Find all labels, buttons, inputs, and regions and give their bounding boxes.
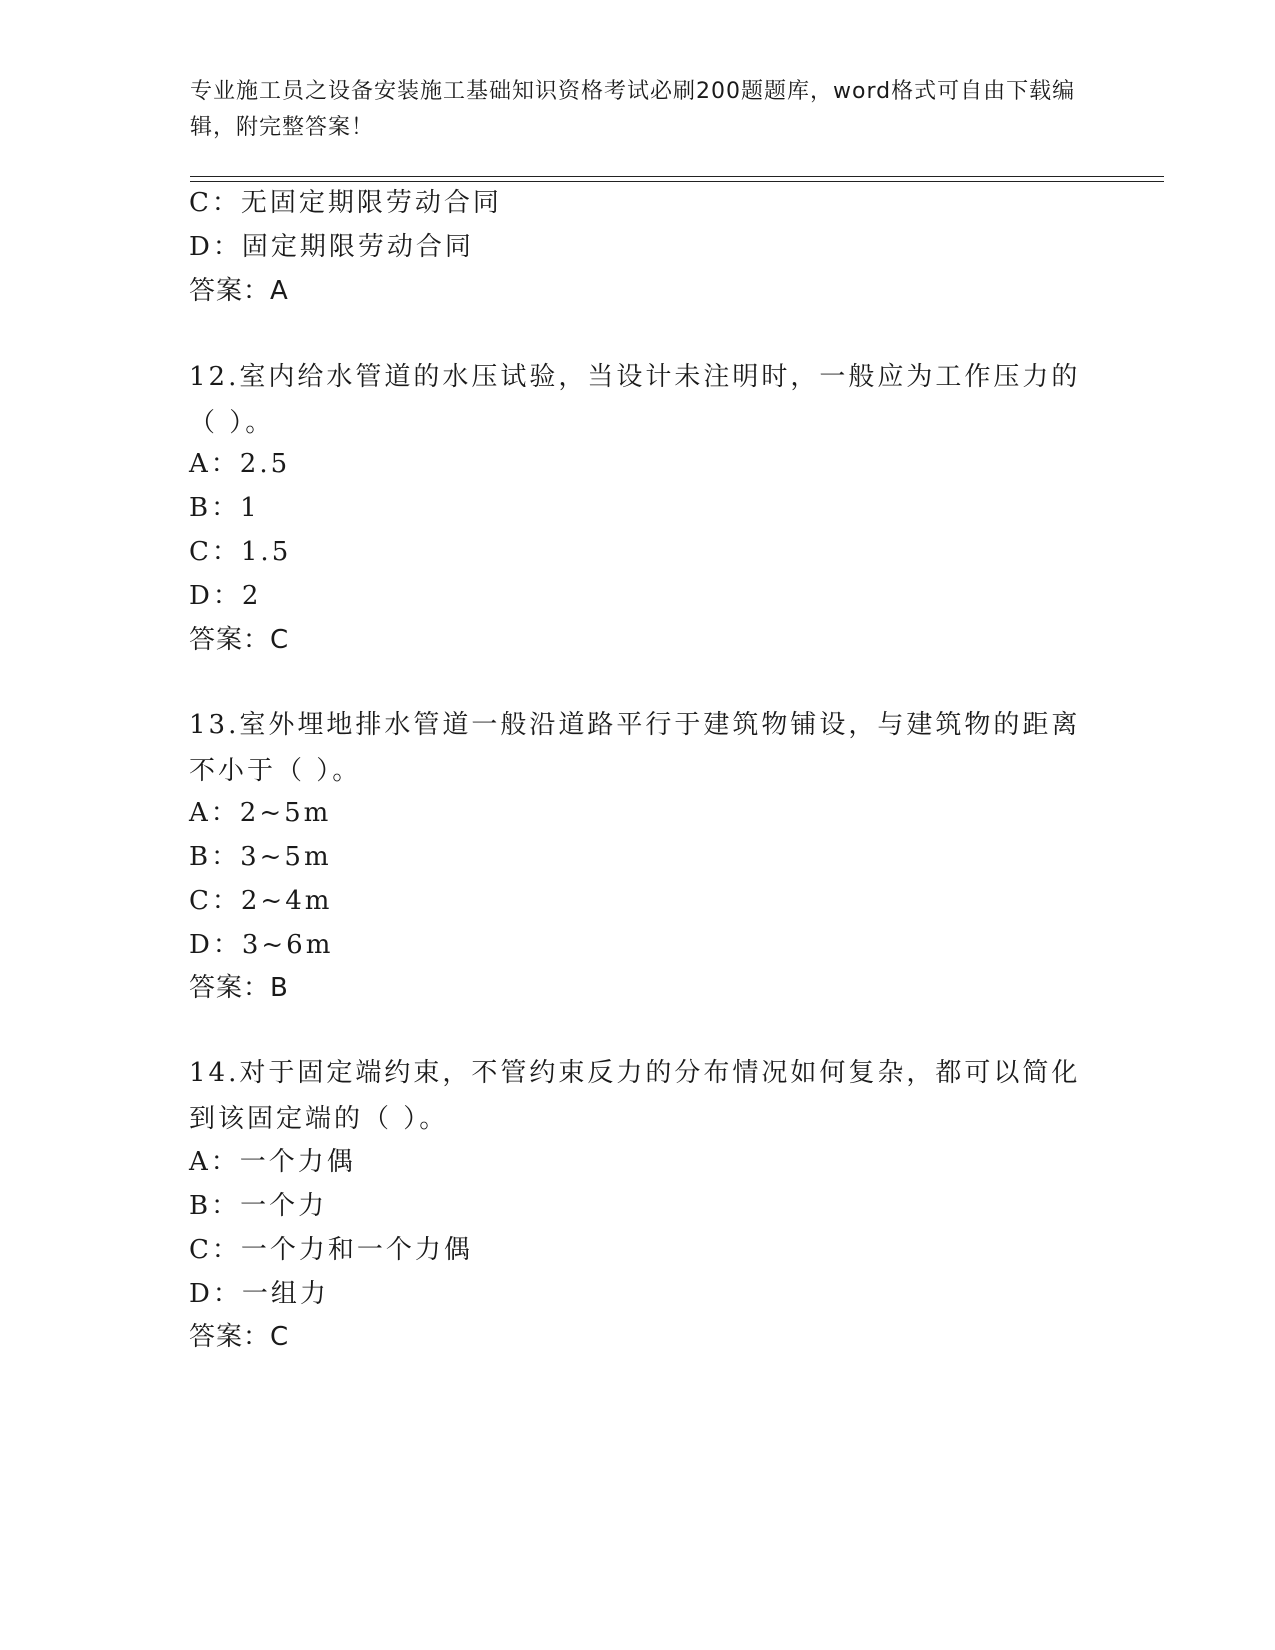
header-divider-bottom	[190, 181, 1164, 182]
question-14-option-b: B：一个力	[189, 1191, 328, 1221]
question-13-option-b: B：3~5m	[189, 842, 332, 872]
question-13-answer: 答案：B	[189, 973, 289, 1003]
question-13-option-c: C：2~4m	[189, 886, 333, 916]
question-12-option-c: C：1.5	[189, 537, 292, 567]
header-divider-top	[190, 176, 1164, 177]
question-12-option-d: D：2	[189, 581, 262, 611]
question-13-option-d: D：3~6m	[189, 930, 334, 960]
question-14-text: 14.对于固定端约束，不管约束反力的分布情况如何复杂，都可以简化到该固定端的（ ）。	[189, 1058, 1081, 1134]
answer-line: 答案：A	[189, 276, 289, 306]
question-12-answer: 答案：C	[189, 625, 290, 655]
question-12-option-b: B：1	[189, 493, 260, 523]
question-14-option-c: C：一个力和一个力偶	[189, 1235, 473, 1265]
question-13-option-a: A：2~5m	[189, 798, 332, 828]
question-14-answer: 答案：C	[189, 1322, 290, 1352]
option-c: C：无固定期限劳动合同	[189, 188, 502, 218]
question-14-option-d: D：一组力	[189, 1279, 329, 1309]
question-12-text: 12.室内给水管道的水压试验，当设计未注明时，一般应为工作压力的（ ）。	[189, 362, 1081, 438]
question-13-text: 13.室外埋地排水管道一般沿道路平行于建筑物铺设，与建筑物的距离不小于（ ）。	[189, 710, 1081, 786]
document-header: 专业施工员之设备安装施工基础知识资格考试必刷200题题库，word格式可自由下载编辑，附完整答案！	[190, 79, 1076, 140]
question-14-option-a: A：一个力偶	[189, 1147, 356, 1177]
option-d: D：固定期限劳动合同	[189, 232, 474, 262]
question-12-option-a: A：2.5	[189, 449, 291, 479]
